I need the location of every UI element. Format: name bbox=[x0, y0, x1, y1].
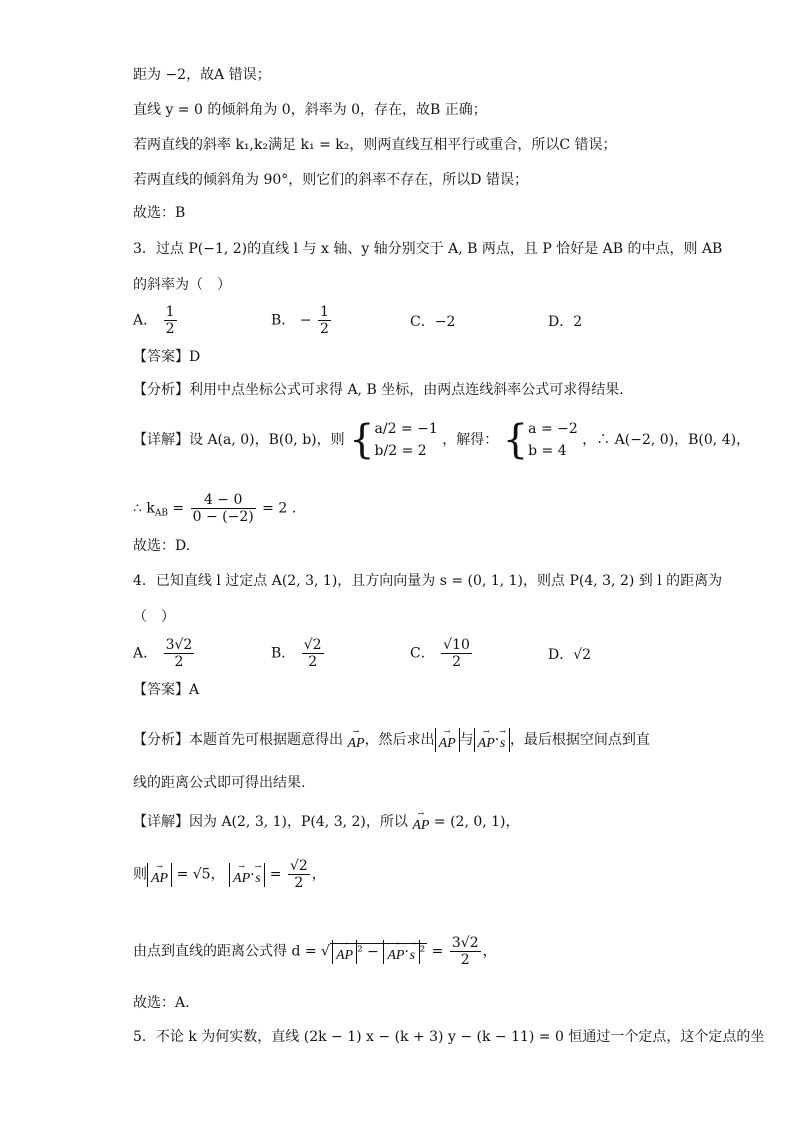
slope-symbol: ∴ k bbox=[133, 500, 155, 517]
text-line: 距为 −2，故A 错误； bbox=[133, 67, 271, 83]
abs-vector-ap bbox=[147, 863, 172, 887]
vector-ap bbox=[151, 863, 168, 887]
vector-arrow-icon: → bbox=[408, 938, 416, 948]
analysis-text: ，然后求出 bbox=[364, 732, 435, 748]
q4-option-b bbox=[271, 637, 326, 670]
q4-analysis-cont: 线的距离公式即可得出结果. bbox=[133, 775, 306, 791]
vector-name: s bbox=[499, 736, 506, 751]
vector-name: AP bbox=[347, 736, 365, 751]
denominator: 2 bbox=[174, 654, 184, 670]
option-label: A． bbox=[133, 645, 158, 662]
numerator: √10 bbox=[443, 637, 470, 653]
denominator: 2 bbox=[319, 321, 329, 337]
detail-text: ，解得： bbox=[442, 432, 499, 448]
detail-text: 则 bbox=[133, 866, 147, 883]
text-line: 若两直线的倾斜角为 90°，则它们的斜率不存在，所以D 错误； bbox=[133, 172, 528, 188]
question-4-stem-cont: （ ） bbox=[133, 609, 175, 625]
q4-selection: 故选：A. bbox=[133, 995, 190, 1011]
option-value: √2 bbox=[573, 647, 592, 663]
option-label: A． bbox=[133, 312, 158, 329]
denominator: 2 bbox=[452, 654, 461, 670]
q3-option-a bbox=[133, 304, 179, 337]
numerator: 3√2 bbox=[165, 637, 193, 653]
q4-then: 则 → AP = √5， → AP · → s = $\frac{√2}{2}$ ， bbox=[133, 858, 326, 891]
analysis-text: ，最后根据空间点到直 bbox=[509, 732, 650, 748]
numerator: 1 bbox=[319, 304, 329, 320]
q4-option-d bbox=[548, 646, 591, 664]
vector-arrow-icon: → bbox=[499, 727, 506, 736]
text-line: 直线 y = 0 的倾斜角为 0，斜率为 0，存在，故B 正确； bbox=[133, 102, 487, 118]
vector-name: AP bbox=[233, 870, 251, 886]
sqrt-icon: √ bbox=[321, 943, 330, 960]
q4-option-a bbox=[133, 637, 196, 670]
q3-slope-calc: ∴ $k_{AB}$ = $\frac{4 - 0}{0 - (-2)}$ = 2 . bbox=[133, 492, 297, 525]
option-label: D． bbox=[548, 647, 574, 663]
q4-analysis bbox=[133, 728, 650, 752]
vector-arrow-icon: → bbox=[341, 938, 348, 948]
fraction bbox=[164, 637, 195, 670]
minus-sign: − bbox=[299, 312, 312, 329]
abs-vector-ap bbox=[332, 940, 357, 964]
equation-row: a/2 = −1 bbox=[374, 421, 438, 437]
left-brace: { bbox=[349, 417, 375, 463]
question-4-stem: 4．已知直线 l 过定点 A(2, 3, 1)，且方向向量为 s = (0, 1, 1)，则点 P(4, 3, 2) 到 l 的距离为 bbox=[133, 573, 723, 589]
q4-answer: 【答案】A bbox=[133, 682, 200, 698]
equation-row: a = −2 bbox=[528, 421, 578, 437]
detail-text: ，∴ A(−2, 0)，B(0, 4)， bbox=[582, 432, 751, 448]
q3-detail bbox=[133, 418, 750, 462]
vector-arrow-icon: → bbox=[254, 861, 262, 871]
q3-option-b bbox=[271, 304, 333, 337]
vector-arrow-icon: → bbox=[443, 727, 451, 736]
denominator: 2 bbox=[165, 321, 175, 337]
vector-ap bbox=[478, 728, 495, 752]
vector-name: s bbox=[409, 947, 415, 963]
vector-ap bbox=[233, 863, 250, 887]
numerator: 1 bbox=[165, 304, 175, 320]
left-brace: { bbox=[502, 417, 529, 463]
vector-ap bbox=[387, 940, 404, 964]
option-label: B． bbox=[271, 645, 296, 662]
fraction bbox=[191, 492, 256, 525]
option-value: −2 bbox=[434, 314, 456, 330]
text-line: 若两直线的斜率 k₁,k₂满足 k₁ = k₂，则两直线互相平行或重合，所以C 错误； bbox=[133, 137, 617, 153]
vector-s bbox=[255, 863, 262, 887]
sqrt-body: → AP ² − → AP · → s ² bbox=[330, 943, 427, 960]
numerator: √2 bbox=[303, 637, 322, 653]
vector-arrow-icon: → bbox=[238, 861, 245, 871]
vector-name: s bbox=[255, 870, 261, 886]
option-label: C． bbox=[410, 645, 435, 662]
vector-arrow-icon: → bbox=[352, 727, 360, 736]
q3-answer: 【答案】D bbox=[133, 349, 201, 365]
vector-ap bbox=[439, 728, 456, 752]
abs-vector-ap bbox=[435, 728, 460, 752]
numerator: 3√2 bbox=[451, 935, 479, 951]
equation-row: b = 4 bbox=[528, 443, 567, 459]
vector-ap bbox=[347, 728, 364, 752]
numerator: 4 − 0 bbox=[191, 492, 256, 509]
fraction bbox=[288, 858, 310, 891]
fraction bbox=[164, 304, 177, 337]
analysis-text: 与 bbox=[459, 732, 474, 748]
q4-detail bbox=[133, 810, 520, 834]
equation-system bbox=[528, 418, 578, 462]
question-3-stem-cont: 的斜率为（ ） bbox=[133, 277, 231, 293]
text-line: 故选：B bbox=[133, 205, 186, 221]
vector-name: AP bbox=[477, 736, 495, 751]
result: = 2 . bbox=[262, 500, 297, 517]
vector-arrow-icon: → bbox=[482, 727, 490, 736]
denominator: 2 bbox=[308, 654, 318, 670]
q3-analysis: 【分析】利用中点坐标公式可求得 A, B 坐标，由两点连线斜率公式可求得结果. bbox=[133, 382, 624, 398]
q4-option-c bbox=[410, 637, 474, 670]
abs-projection: → AP · → s bbox=[474, 728, 510, 752]
fraction bbox=[318, 304, 331, 337]
vector-name: AP bbox=[151, 870, 169, 886]
vector-arrow-icon: → bbox=[417, 809, 425, 818]
subscript: AB bbox=[154, 508, 168, 519]
option-label: B． bbox=[271, 312, 296, 329]
fraction bbox=[302, 637, 324, 670]
analysis-text: 【分析】本题首先可根据题意得出 bbox=[133, 732, 343, 748]
question-5-stem: 5．不论 k 为何实数，直线 (2k − 1) x − (k + 3) y − (k − 11) = 0 恒通过一个定点，这个定点的坐 bbox=[133, 1029, 765, 1045]
vector-name: AP bbox=[387, 947, 405, 963]
numerator: √2 bbox=[289, 858, 308, 874]
equation-system bbox=[375, 418, 438, 462]
option-label: D． bbox=[548, 314, 574, 330]
option-value: 2 bbox=[573, 314, 583, 330]
vector-arrow-icon: → bbox=[156, 861, 163, 871]
detail-text: 【详解】因为 A(2, 3, 1)，P(4, 3, 2)，所以 bbox=[133, 814, 408, 830]
vector-arrow-icon: → bbox=[392, 938, 400, 948]
q3-option-d bbox=[548, 313, 582, 331]
denominator: 2 bbox=[294, 875, 304, 891]
option-label: C． bbox=[410, 314, 435, 330]
abs-projection: → AP · → s bbox=[383, 940, 419, 964]
vector-name: AP bbox=[438, 736, 456, 751]
detail-text: = √5， bbox=[176, 866, 225, 883]
denominator: 2 bbox=[460, 952, 470, 968]
fraction bbox=[450, 935, 481, 968]
vector-s bbox=[499, 728, 506, 752]
equation-row: b/2 = 2 bbox=[374, 443, 427, 459]
q3-selection: 故选：D. bbox=[133, 538, 191, 554]
vector-s bbox=[409, 940, 416, 964]
vector-name: AP bbox=[335, 947, 354, 963]
detail-text: = (2, 0, 1)， bbox=[433, 814, 520, 830]
detail-text: 【详解】设 A(a, 0)，B(0, b)，则 bbox=[133, 432, 345, 448]
fraction bbox=[441, 637, 472, 670]
question-3-stem: 3．过点 P(−1, 2)的直线 l 与 x 轴、y 轴分别交于 A, B 两点，且 P 恰好是 AB 的中点，则 AB bbox=[133, 241, 723, 257]
q4-distance: 由点到直线的距离公式得 d = √ → AP ² − → AP · → s ² = $\frac{3√2}{2}$ ， bbox=[133, 935, 497, 968]
vector-ap bbox=[412, 810, 429, 834]
abs-projection: → AP · → s bbox=[229, 863, 265, 887]
vector-name: AP bbox=[412, 818, 430, 833]
q3-option-c bbox=[410, 313, 455, 331]
vector-ap bbox=[336, 940, 353, 964]
denominator: 0 − (−2) bbox=[192, 509, 254, 525]
detail-text: 由点到直线的距离公式得 d = bbox=[133, 943, 317, 960]
